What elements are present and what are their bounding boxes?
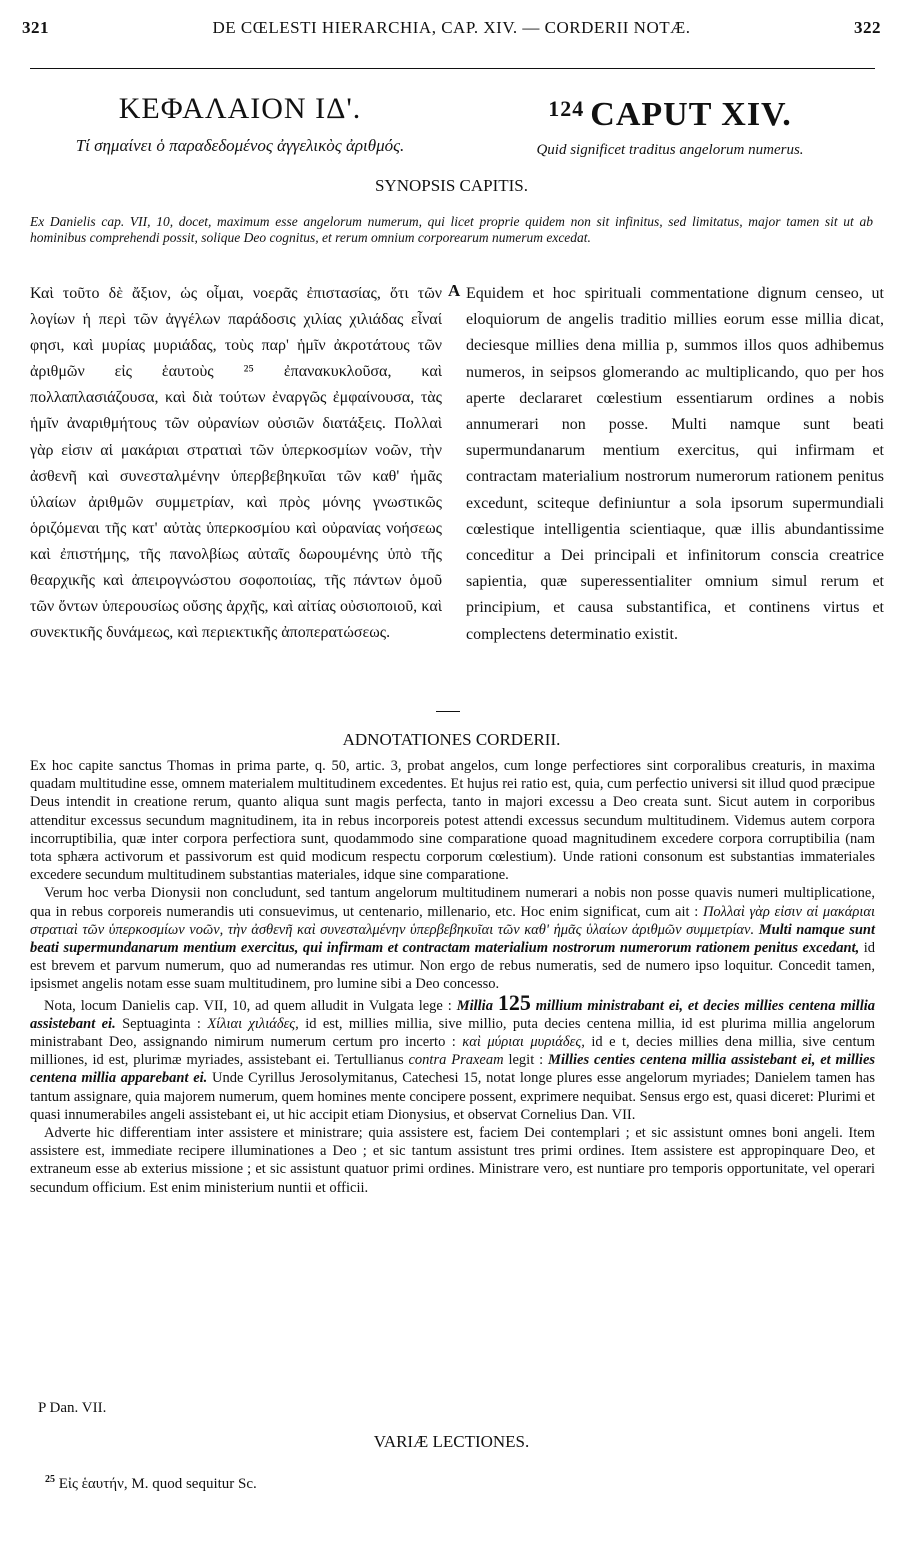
p3-vulgate-2: millium ministrabant ei, et decies millies centena millia assistebant ei. [30,997,876,1032]
p3-tertullian-quote: Millies centies centena millia assistebant ei, et millies centena millia apparebant ei. [30,1052,876,1087]
adnotatio-paragraph-4: Adverte hic differentiam inter assistere et ministrare; quia assistere est, faciem Dei contemplari ; et sic assistunt omnes boni angeli. Item assistere est, immediate recipere illuminationes a Deo ; et sic tantum assistunt tres primi ordines. Item assistere est appropinquare Deo, et extraneum esse ab exterius missione ; et sic assistunt quatuor primi ordines. Ministrare vero, est nuntiare pro temporis opportunitate, vel operari secundum officium. Est enim ministerium nuntii et officii. [30,1125,875,1196]
latin-chapter-subtitle: Quid significet traditus angelorum numerus. [536,142,804,158]
adnotationes-title: ADNOTATIONES CORDERII. [342,730,561,749]
variant-number: 25 [45,1474,55,1485]
p3-text-a: Nota, locum Danielis cap. VII, 10, ad quem alludit in Vulgata lege : [44,997,452,1014]
header-rule [30,68,875,69]
p2-latin-quote: Multi namque sunt beati supermundanarum mentium exercitus, qui infirmam et contractam materialium nostrorum numerorum rationem penitus excedant, [30,921,876,957]
greek-column: Καὶ τοῦτο δὲ ἄξιον, ὡς οἶμαι, νοερᾶς ἐπιστασίας, ὅτι τῶν λογίων ἡ περὶ τῶν ἀγγέλων παράδοσις χιλίας χιλιάδας εἶναί φησι, καὶ μυρίας μυριάδας, τοὺς παρ' ἡμῖν ἀκροτάτους τῶν ἀριθμῶν εἰς ἑαυτοὺς ²⁵ ἐπανακυκλοῦσα, καὶ πολλαπλασιάζουσα, καὶ διὰ τούτων ἐναργῶς ἐμφαίνουσα, τὰς ἡμῖν ἀναριθμήτους τῶν οὐρανίων οὐσιῶν διατάξεις. Πολλαὶ γὰρ εἰσιν αἱ μακάριαι στρατιαὶ τῶν ὑπερκοσμίων νοῶν, τὴν ἀσθενῆ καὶ συνεσταλμένην ὑπερβεβηκυῖαι τῶν καθ' ἡμᾶς ὑλαίων ἀριθμῶν συμμετρίαν, καὶ πρὸς μόνης γνωστικῶς ὁριζόμεναι τῆς κατ' αὐτὰς ὑπερκοσμίου καὶ οὐρανίας νοήσεως καὶ ἐπιστήμης, τῆς πανολβίως αὐταῖς δωρουμένης ὑπὸ τῆς θεαρχικῆς καὶ ἀπειρογνώστου σοφοποιίας, τῆς πάντων ὁμοῦ τῶν ὄντων ὑπερουσίως οὔσης ἀρχῆς, καὶ αἰτίας οὐσιοποιοῦ, καὶ συνεκτικῆς δυνάμεως, καὶ περιεκτικῆς ἀποπερατώσεως. [30,285,442,642]
latin-chapter-heading [470,96,870,134]
latin-heading-text: CAPUT XIV. [590,96,792,133]
latin-column: Equidem et hoc spirituali commentatione dignum censeo, ut eloquiorum de angelis traditio millies eorum esse millia dicat, deciesque millies dena millia p, summos illos quos adhibemus numeros, in seipsos glomerando ac multiplicando, quo per hos aperte declararet cœlestium essentiarum ordines a nobis annumerari non posse. Multi namque sunt beati supermundanarum mentium exercitus, qui infirmam et contractam materialium nostrorum numerorum rationem penitus excedunt, sciteque definiuntur a sola ipsorum supermundiali cœlestique intelligentia scientiaque, quæ illis abundantissime conceditur a Dei principali et infinitorum conscia creatrice sapientia, quæ superessentialiter omnium simul rerum et principium, et causa substantifica, et continens virtus et complectens determinatio existit. [466,285,884,643]
column-marker: A [448,281,461,300]
greek-chapter-heading: ΚΕΦΑΛΑΙΟΝ ΙΔ'. [118,92,362,125]
page-number-right: 322 [854,18,881,37]
synopsis-title: SYNOPSIS CAPITIS. [374,176,529,195]
greek-chapter-subtitle: Τί σημαίνει ὁ παραδεδομένος ἀγγελικὸς ἀριθμός. [75,136,405,155]
adnotationes-body [30,757,875,1197]
adnotatio-paragraph-1: Ex hoc capite sanctus Thomas in prima parte, q. 50, artic. 3, probat angelos, cum longe perfectiores sint corporalibus creaturis, in maxima quadam multitudine esse, omnem materialem multitudinem excedentes. Et hujus rei ratio est, quia, cum perfectio universi sit illud quod præcipue Deus intendit in creatione rerum, quanto aliqua sunt magis perfecta, tanto in majori excessu a Deo creata sunt. Sicut autem in corporibus attenditur excessus secundum magnitudinem, ita in rebus incorporeis potest attendi excessus secundum multitudinem. Videmus autem corpora incorruptibilia, quæ inter corpora perfectiora sunt, quodammodo sine comparatione quoad magnitudinem excedere corpora corruptibilia (nam tota sphæra activorum et passivorum est quid modicum respectu corporum cœlestium). Unde rationi consonum est substantias immateriales excedere secundum multitudinem substantias materiales, idque sine comparatione. [30,758,875,884]
p3-text-c: id est, millies millia, sive millio, puta decies centena millia, id est plurima millia angelorum ministrabant Deo, assignando nimirum numerum certum pro incerto : [30,1015,876,1051]
variae-lectiones-entry [45,1474,257,1493]
p3-greek-2: καὶ μύριαι μυριάδες, [462,1034,585,1051]
p3-text-f: Unde Cyrillus Jerosolymitanus, Catechesi 15, notat longe plures esse angelorum myriades; Danielem tamen has tantum assignare, quia majorem numerum, quem homines mente concipere possent, exprimere nequibat. Sensus ergo est, quasi diceret: Plurimi et quasi innumerabiles angeli assistebant ei, ut hic accipit etiam Dionysius, et observat Cornelius Dan. VII. [30,1070,876,1123]
p2-text-b: id est brevem et parvum numerum, quo ad numerandas res utimur. Non ergo de rebus numeratis, sed de numero ipso loquitur. Concedit tamen, ipsismet angelis notam esse suam multitudinem, pro lumine sibi a Deo concesso. [30,940,876,993]
p3-greek-1: Χίλιαι χιλιάδες, [207,1015,299,1032]
variant-text: Εἰς ἑαυτήν, M. quod sequitur Sc. [58,1476,257,1492]
adnotatio-paragraph-3 [30,989,876,1124]
p3-text-b: Septuaginta : [122,1015,201,1032]
column-number: 124 [548,96,585,121]
column-number-125: 125 [497,989,531,1015]
adnotatio-paragraph-2 [30,884,875,993]
p3-contra-praxeam: contra Praxeam [408,1052,504,1069]
p3-text-e: legit : [508,1052,544,1069]
running-title: DE CŒLESTI HIERARCHIA, CAP. XIV. — CORDERII NOTÆ. [212,18,691,37]
section-divider [436,711,460,712]
p3-text-d: id e t, decies millies dena millia, sive centum milliones, id est, plurimæ myriades, assistebant ei. Tertullianus [30,1034,876,1069]
footnote: P Dan. VII. [38,1400,107,1416]
p2-greek-quote: Πολλαὶ γὰρ εἰσιν αἱ μακάριαι στρατιαὶ τῶν ὑπερκοσμίων νοῶν, τὴν ἀσθενῆ καὶ συνεσταλμένην ὑπερβεβηκυῖαι τῶν καθ' ἡμᾶς ὑλαίων ἀριθμῶν συμμετρίαν. [30,903,876,938]
page-number-left: 321 [22,18,49,37]
variae-lectiones-title: VARIÆ LECTIONES. [373,1432,530,1451]
running-header [22,18,881,42]
synopsis-text: Ex Danielis cap. VII, 10, docet, maximum esse angelorum numerum, qui licet proprie quidem non sit infinitus, sed limitatus, major tamen sit ut ab hominibus comprehendi possit, solique Deo cognitus, et rerum omnium corporearum numerum excedat. [30,214,873,245]
p3-vulgate-1: Millia [456,997,493,1014]
p2-text-a: Verum hoc verba Dionysii non concludunt, sed tantum angelorum multitudinem numerari a nobis non posse quavis numeri multiplicatione, qua in rebus corporeis numerandis uti consuevimus, ut centenario, millenario, etc. Hoc enim significat, cum ait : [30,885,875,920]
